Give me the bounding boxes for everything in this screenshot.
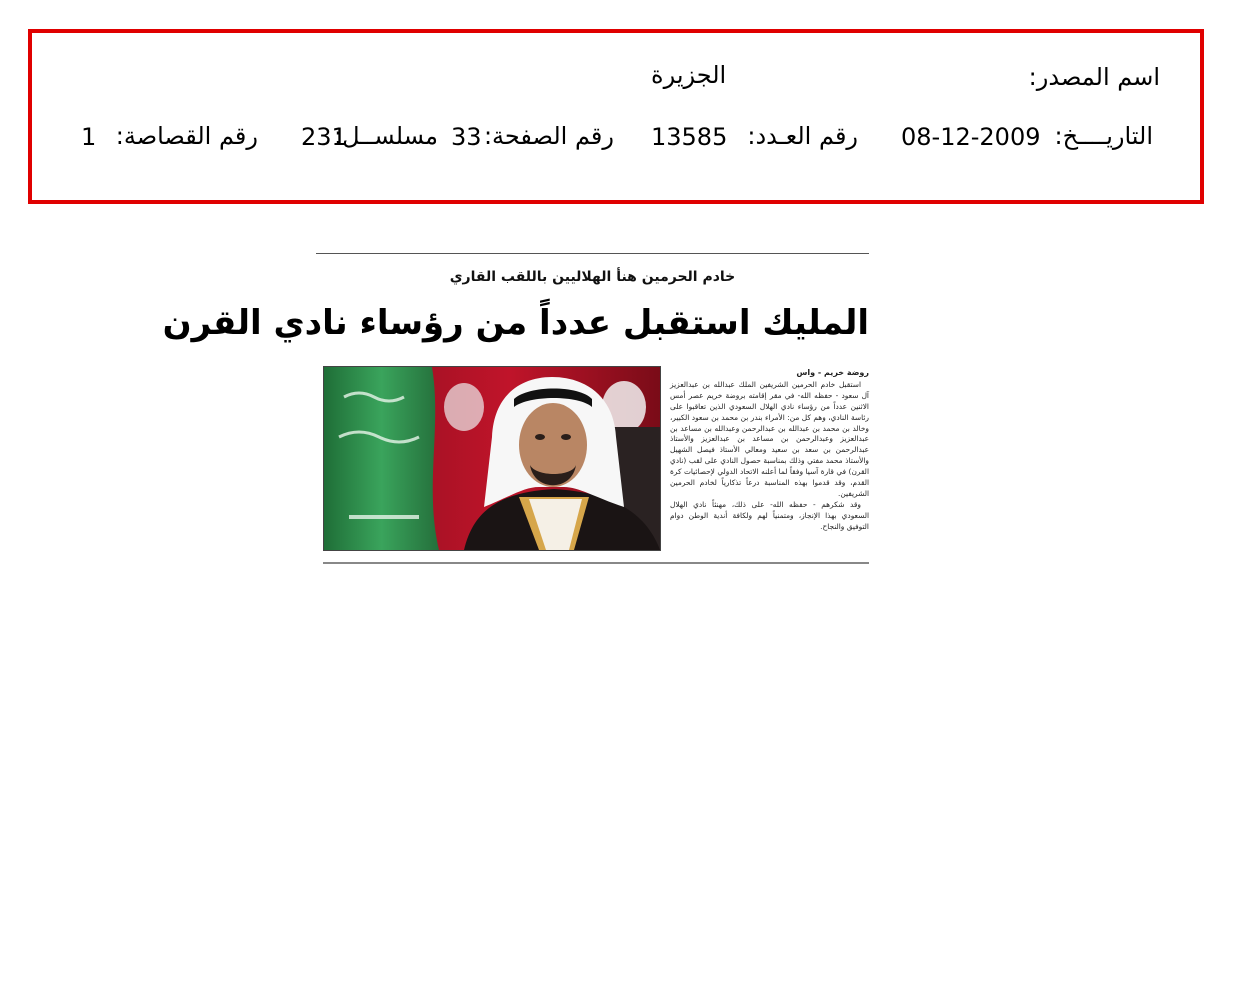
- article-kicker: خادم الحرمين هنأ الهلاليين باللقب القاري: [449, 269, 736, 285]
- issue-value: 13585: [651, 123, 728, 151]
- bottom-rule: [323, 562, 869, 564]
- page-label: رقم الصفحة:: [483, 122, 614, 150]
- source-value: الجزيرة: [651, 61, 727, 89]
- article-dateline: روضة خريم - واس: [796, 368, 869, 377]
- serial-value: 231: [301, 123, 347, 151]
- source-label: اسم المصدر:: [1028, 63, 1160, 91]
- serial-label: مسلســل:: [334, 122, 438, 150]
- article-headline: المليك استقبل عدداً من رؤساء نادي القرن: [162, 303, 869, 343]
- metadata-frame: [28, 29, 1204, 204]
- page-value: 33: [451, 123, 482, 151]
- top-rule: [316, 253, 869, 254]
- clipping-value: 1: [81, 123, 97, 151]
- date-label: التاريــــخ:: [1054, 122, 1153, 150]
- issue-label: رقم العـدد:: [747, 122, 858, 150]
- article-paragraph-2: وقد شكرهم - حفظه الله- على ذلك، مهنئاً نادي الهلال السعودي بهذا الإنجاز، ومتمنياً لهم ولكافة أندية الوطن دوام التوفيق والنجاح.: [670, 499, 869, 531]
- article-clipping: [162, 253, 869, 565]
- date-value: 08-12-2009: [901, 123, 1041, 151]
- clipping-label: رقم القصاصة:: [115, 122, 258, 150]
- article-paragraph-1: استقبل خادم الحرمين الشريفين الملك عبدالله بن عبدالعزيز آل سعود - حفظه الله- في مقر إقامته بروضة خريم عصر أمس الاثنين عدداً من رؤساء نادي الهلال السعودي الذين تعاقبوا على رئاسة النادي، وهم كل من: الأمراء بندر بن محمد بن سعود الكبير، وخالد بن محمد بن عبدالله بن عبدالرحمن وعبدالله بن مساعد بن عبدالعزيز وعبدالرحمن بن مساعد بن عبدالعزيز والأستاذ عبدالرحمن بن سعد بن سعيد ومعالي الأستاذ فيصل الشهيل والأستاذ محمد مفتي وذلك بمناسبة حصول النادي على لقب (نادي القرن) في قارة آسيا وفقاً لما أعلنه الاتحاد الدولي لإحصائيات كرة القدم، وقد قدموا بهذه المناسبة درعاً تذكارياً لخادم الحرمين الشريفين.: [670, 379, 869, 498]
- article-photo: [323, 366, 661, 551]
- article-body: [670, 368, 869, 533]
